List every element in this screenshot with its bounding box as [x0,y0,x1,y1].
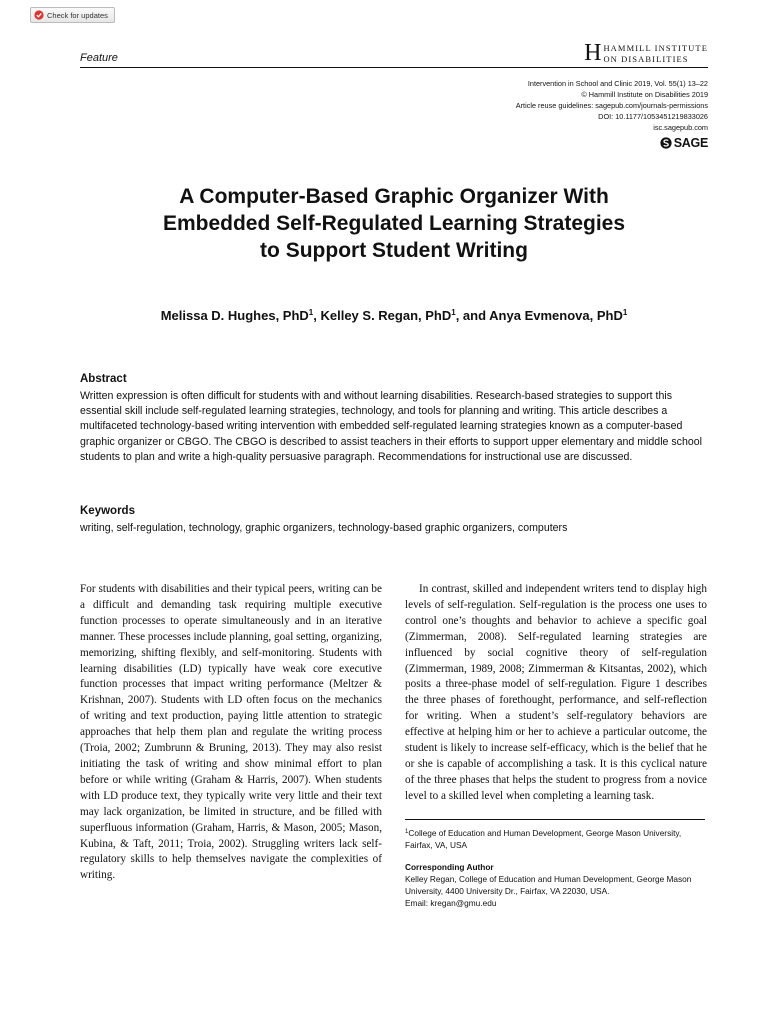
title-line: A Computer-Based Graphic Organizer With [179,185,609,208]
sage-logo-icon [660,137,672,149]
body-column-left [80,582,382,884]
abstract-text: Written expression is often difficult for students with and without learning disabilities. Research-based strategies to support this essential skill include self-regulated learning strategies, technology, and tools for planning and writing. This article describes a multifaceted technology-based writing intervention with embedded self-regulated learning strategies known as a computer-based graphic organizer or CBGO. The CBGO is described to assist teachers in their efforts to support upper elementary and middle school students to plan and write a high-quality persuasive paragraph. Recommendations for instructional use are discussed. [80,390,702,463]
corresponding-email[interactable]: Email: kregan@gmu.edu [405,898,497,908]
corresponding-address: Kelley Regan, College of Education and Human Development, George Mason University, 4400 University Dr., Fairfax, VA 22030, USA. [405,874,692,896]
logo-line-1: HAMMILL INSTITUTE [603,43,708,53]
header-divider [80,67,708,68]
author-name: Kelley S. Regan, PhD [320,308,452,323]
doi-line[interactable]: DOI: 10.1177/1053451219833026 [598,112,708,121]
corresponding-author-details [405,873,707,909]
body-paragraph: For students with disabilities and their typical peers, writing can be a difficult and demanding task requiring multiple executive function processes to operate simultaneously and in an iterative manner. These processes include planning, goal setting, organizing, memorizing, shifting flexibly, and self-monitoring. Students with learning disabilities (LD) typically have weak core executive function processes that impact writing performance (Meltzer & Krishnan, 2007). Students with LD often focus on the mechanics of writing and text production, paying little attention to strategic approaches that help them plan and regulate the writing process (Troia, 2002; Zumbrunn & Bruning, 2013). They may also resist initiating the task of writing and show minimal effort to plan before or while writing (Graham & Harris, 2007). When students with LD produce text, they typically write very little and their text may lack organization, be limited in structure, and be filled with superfluous information (Graham, Harris, & Mason, 2005; Mason, Kubina, & Taft, 2011; Troia, 2002). Struggling writers lack self-regulatory skills to help themselves navigate the complexities of writing. [80,583,382,882]
check-for-updates-button[interactable] [30,7,115,23]
affiliation-footnote [405,826,707,851]
body-column-right [405,582,707,805]
reuse-guidelines: Article reuse guidelines: sagepub.com/journals-permissions [515,101,708,110]
hammill-logo-mark: H [584,40,602,66]
copyright-line: © Hammill Institute on Disabilities 2019 [581,90,708,99]
title-line: to Support Student Writing [260,239,528,262]
abstract-heading: Abstract [80,373,127,385]
author-separator: , [313,308,321,323]
author-separator: , and [455,308,490,323]
author-affiliation-mark: 1 [622,308,628,317]
journal-site[interactable]: isc.sagepub.com [653,123,708,132]
article-title [80,183,708,264]
sage-logo [660,136,708,150]
keywords-heading: Keywords [80,505,135,517]
footnote-divider [405,819,705,820]
author-name: Anya Evmenova, PhD [489,308,623,323]
author-name: Melissa D. Hughes, PhD [160,308,309,323]
journal-meta [516,78,708,133]
author-affiliation-mark: 1 [451,308,456,317]
affiliation-text: College of Education and Human Development, George Mason University, Fairfax, VA, USA [405,828,682,850]
publisher-logo [584,40,708,66]
journal-citation: Intervention in School and Clinic 2019, Vol. 55(1) 13–22 [527,79,708,88]
logo-line-2: ON DISABILITIES [603,54,689,64]
author-affiliation-mark: 1 [308,308,314,317]
affiliation-mark: 1 [405,829,409,835]
check-for-updates-label: Check for updates [47,10,108,20]
section-label: Feature [80,52,118,64]
title-line: Embedded Self-Regulated Learning Strategies [162,212,626,235]
publisher-name: SAGE [673,136,708,150]
keywords-text: writing, self-regulation, technology, graphic organizers, technology-based graphic organizers, computers [80,522,568,534]
body-paragraph: In contrast, skilled and independent writers tend to display high levels of self-regulation. Self-regulation is the process one uses to control one’s thoughts and behavior to achieve a specific goal (Zimmerman, 2008). Self-regulated learning strategies are influenced by social cognitive theory of self-regulation (Zimmerman, 1989, 2008; Zimmerman & Kitsantas, 2002), which posits a three-phase model of self-regulation. Figure 1 describes the three phases of forethought, performance, and self-reflection for writing. When a student’s self-regulatory behaviors are effective at helping him or her to achieve a particular outcome, the student is likely to increase self-efficacy, which is the belief that he or she is capable of accomplishing a task. It is this cyclical nature of the three phases that helps the student to progress from a novice level to a skilled level when completing a learning task. [405,583,707,802]
author-list [80,308,708,323]
check-for-updates-icon [34,10,44,20]
corresponding-author-heading: Corresponding Author [405,862,494,872]
